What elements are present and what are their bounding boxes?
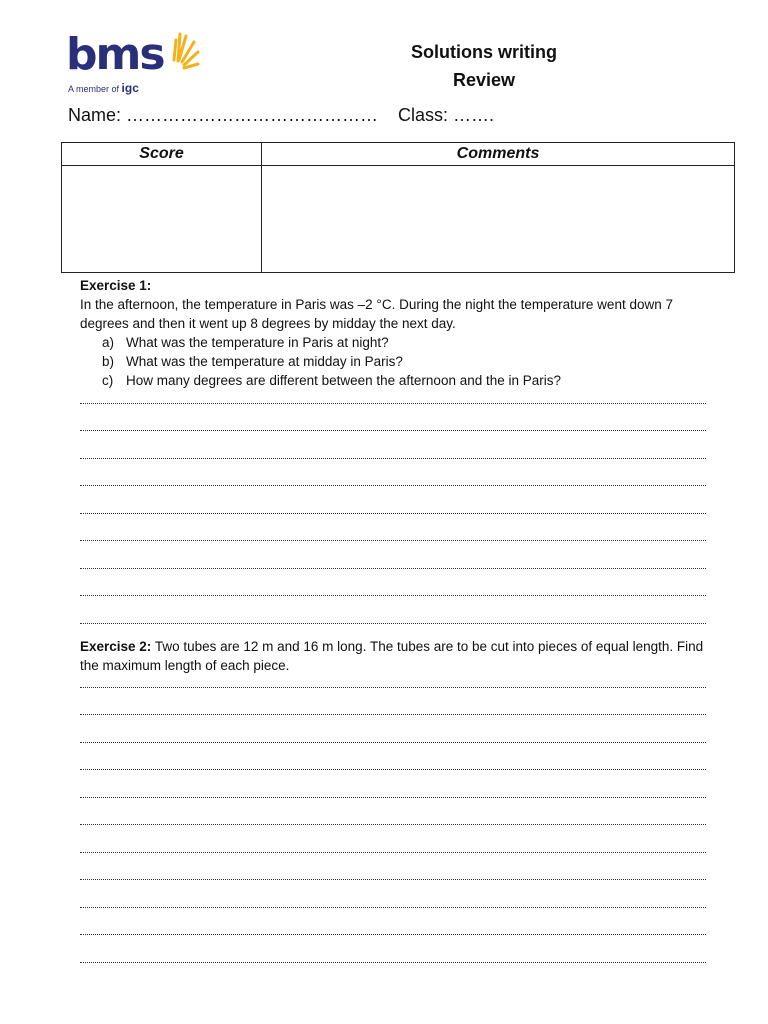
answer-line <box>80 865 706 893</box>
question-letter: c) <box>102 373 114 388</box>
answer-line <box>80 581 706 609</box>
answer-line <box>80 700 706 728</box>
comments-cell <box>262 166 735 273</box>
answer-line <box>80 892 706 920</box>
title-line-1: Solutions writing <box>411 42 557 62</box>
name-field: Name: …………………………………… <box>68 105 379 125</box>
question-text: What was the temperature in Paris at night? <box>126 335 389 350</box>
answer-line <box>80 498 706 526</box>
answer-line <box>80 416 706 444</box>
exercise-2-label: Exercise 2: <box>80 639 152 654</box>
exercise-1-label: Exercise 1: <box>80 278 152 293</box>
class-field: Class: ……. <box>398 105 495 125</box>
question-text: How many degrees are different between the afternoon and the in Paris? <box>126 373 562 388</box>
exercise-2-text: Two tubes are 12 m and 16 m long. The tubes are to be cut into pieces of equal length. Find the maximum length of each piece. <box>80 639 704 673</box>
igc-logo: igc <box>121 81 139 95</box>
question-letter: b) <box>102 354 115 369</box>
score-header: Score <box>62 143 262 166</box>
exercise-1-text: In the afternoon, the temperature in Paris was –2 °C. During the night the temperature went down 7 degrees and then it went up 8 degrees by midday the next day. <box>80 297 673 331</box>
exercise-2-answer-lines <box>80 672 706 975</box>
exercise-1 <box>80 276 720 390</box>
answer-line <box>80 727 706 755</box>
member-of-line <box>68 81 139 95</box>
logo-wordmark: bms <box>66 29 164 80</box>
answer-line <box>80 672 706 700</box>
school-logo <box>66 30 206 100</box>
score-cell <box>62 166 262 273</box>
answer-line <box>80 920 706 948</box>
exercise-1-questions <box>80 333 720 390</box>
comments-header: Comments <box>262 143 735 166</box>
question-letter: a) <box>102 335 115 350</box>
answer-line <box>80 947 706 975</box>
member-of-text: A member of <box>68 84 120 94</box>
answer-line <box>80 443 706 471</box>
answer-line <box>80 526 706 554</box>
answer-line <box>80 810 706 838</box>
answer-line <box>80 608 706 636</box>
answer-line <box>80 388 706 416</box>
answer-line <box>80 471 706 499</box>
question-b <box>80 352 720 371</box>
answer-line <box>80 782 706 810</box>
document-title <box>360 38 608 94</box>
score-comments-table <box>61 142 735 273</box>
exercise-1-answer-lines <box>80 388 706 636</box>
answer-line <box>80 553 706 581</box>
question-a <box>80 333 720 352</box>
exercise-2 <box>80 637 720 675</box>
sun-rays-icon <box>170 30 200 74</box>
question-text: What was the temperature at midday in Paris? <box>126 354 403 369</box>
answer-line <box>80 755 706 783</box>
title-line-2: Review <box>452 70 516 90</box>
answer-line <box>80 837 706 865</box>
